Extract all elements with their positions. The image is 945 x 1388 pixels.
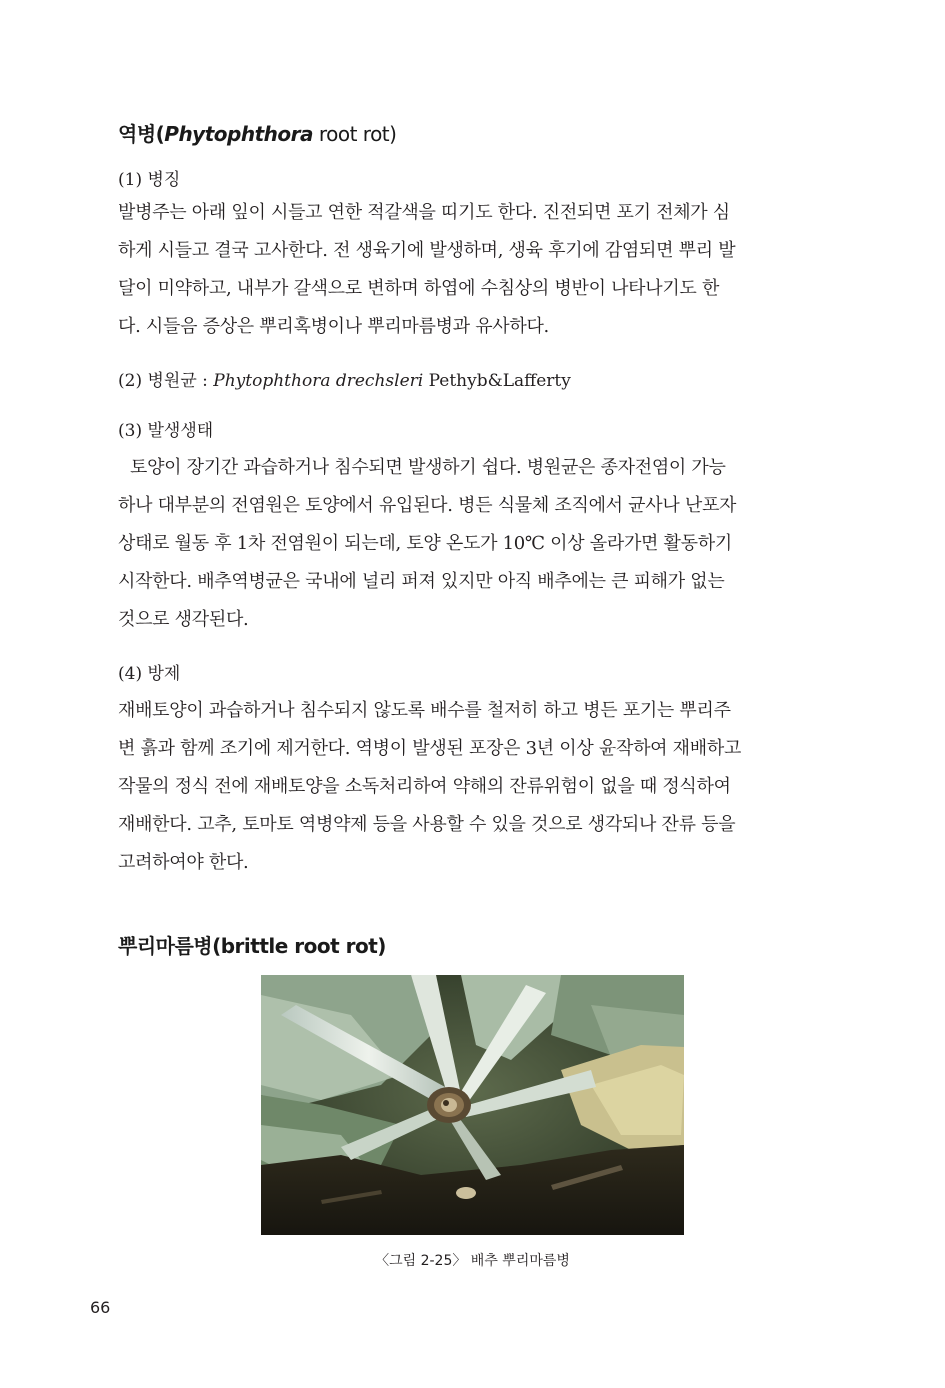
section-heading-brittle-root-rot: 뿌리마름병(brittle root rot) bbox=[118, 934, 386, 958]
ecology-line: 토양이 장기간 과습하거나 침수되면 발생하기 쉽다. 병원균은 종자전염이 가능 bbox=[130, 457, 726, 478]
cabbage-photo-illustration bbox=[261, 975, 684, 1235]
symptom-line: 달이 미약하고, 내부가 갈색으로 변하며 하엽에 수침상의 병반이 나타나기도 한 bbox=[118, 278, 720, 299]
heading-genus: Phytophthora bbox=[164, 122, 313, 146]
control-line: 재배토양이 과습하거나 침수되지 않도록 배수를 철저히 하고 병든 포기는 뿌리주 bbox=[118, 700, 731, 721]
symptom-line: 발병주는 아래 잎이 시들고 연한 적갈색을 띠기도 한다. 진전되면 포기 전체가 심 bbox=[118, 202, 730, 223]
pathogen-species: Phytophthora drechsleri bbox=[213, 371, 424, 391]
symptom-paragraph bbox=[118, 194, 830, 346]
symptom-title: (1) 병징 bbox=[118, 170, 181, 190]
section-heading-phytophthora-root-rot bbox=[118, 118, 396, 147]
control-line: 변 흙과 함께 조기에 제거한다. 역병이 발생된 포장은 3년 이상 윤작하여 재배하고 bbox=[118, 738, 742, 759]
heading-korean: 역병( bbox=[118, 122, 165, 146]
ecology-line: 하나 대부분의 전염원은 토양에서 유입된다. 병든 식물체 조직에서 균사나 난포자 bbox=[118, 495, 737, 516]
control-title: (4) 방제 bbox=[118, 664, 181, 684]
cabbage-brittle-root-rot-photo bbox=[261, 975, 684, 1235]
pathogen-title: (2) 병원균 : bbox=[118, 371, 214, 391]
control-line: 재배한다. 고추, 토마토 역병약제 등을 사용할 수 있을 것으로 생각되나 잔류 등을 bbox=[118, 814, 736, 835]
symptom-line: 하게 시들고 결국 고사한다. 전 생육기에 발생하며, 생육 후기에 감염되면 뿌리 발 bbox=[118, 240, 736, 261]
symptom-line: 다. 시들음 증상은 뿌리혹병이나 뿌리마름병과 유사하다. bbox=[118, 316, 549, 337]
ecology-title: (3) 발생생태 bbox=[118, 421, 214, 441]
ecology-line: 상태로 월동 후 1차 전염원이 되는데, 토양 온도가 10℃ 이상 올라가면 활동하기 bbox=[118, 533, 732, 554]
page-number: 66 bbox=[90, 1298, 111, 1317]
ecology-line: 것으로 생각된다. bbox=[118, 609, 249, 630]
control-line: 작물의 정식 전에 재배토양을 소독처리하여 약해의 잔류위험이 없을 때 정식하여 bbox=[118, 776, 731, 797]
heading-rest: root rot) bbox=[312, 122, 397, 146]
ecology-paragraph bbox=[118, 449, 830, 639]
ecology-line: 시작한다. 배추역병균은 국내에 널리 퍼져 있지만 아직 배추에는 큰 피해가 없는 bbox=[118, 571, 725, 592]
control-paragraph bbox=[118, 692, 830, 882]
pathogen-authority: Pethyb&Lafferty bbox=[423, 371, 571, 391]
pathogen-line bbox=[118, 366, 571, 391]
figure-caption: 〈그림 2-25〉 배추 뿌리마름병 bbox=[375, 1253, 570, 1269]
control-line: 고려하여야 한다. bbox=[118, 852, 249, 873]
